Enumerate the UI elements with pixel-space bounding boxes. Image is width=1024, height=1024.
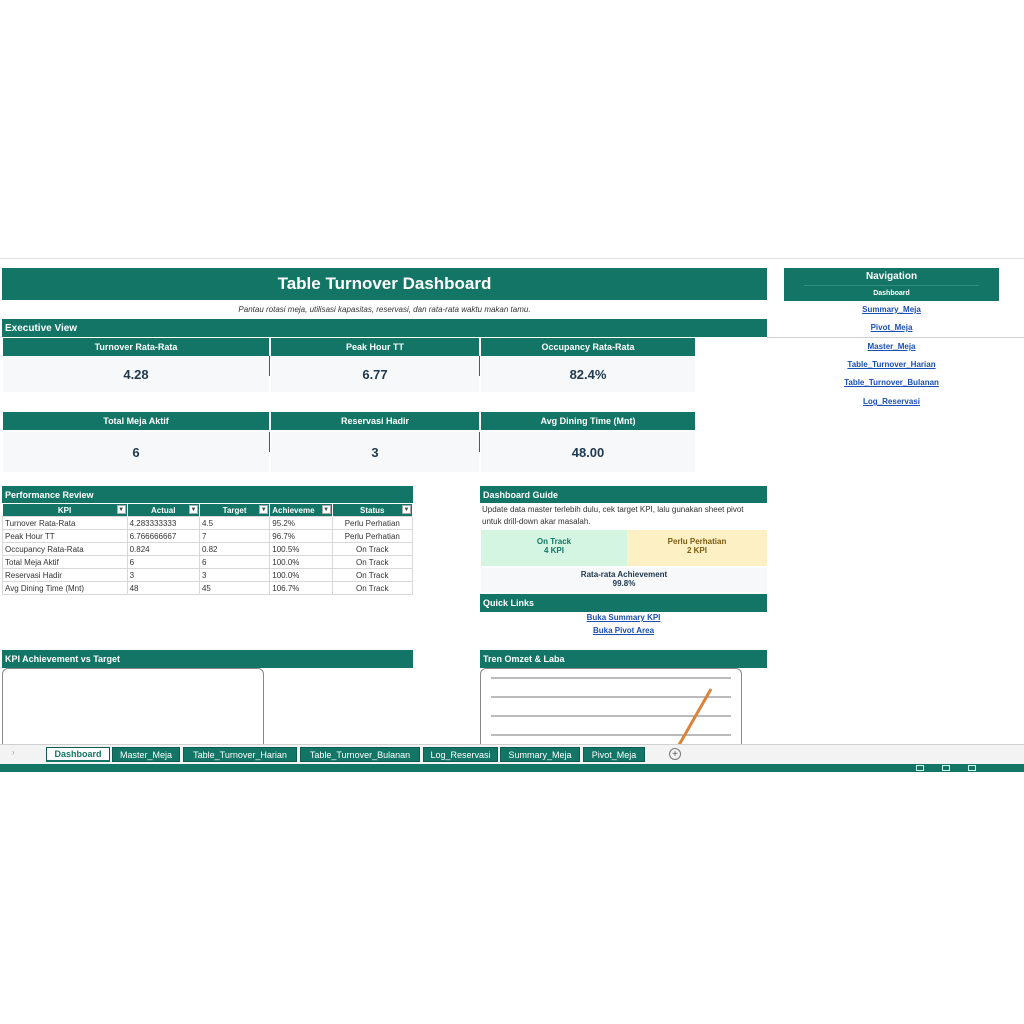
page-title: Table Turnover Dashboard	[2, 268, 767, 300]
kpi-value-turnover: 4.28	[3, 356, 269, 392]
perlu-perhatian-count: 2 KPI	[686, 546, 707, 555]
on-track-label: On Track	[536, 537, 572, 546]
quick-links-header: Quick Links	[480, 594, 767, 612]
column-header-target: Target ▼	[199, 504, 269, 517]
kpi-value-peak-hour: 6.77	[271, 356, 479, 392]
cell-achievement[interactable]: 106.7%	[270, 582, 332, 595]
tab-turnover-bulanan[interactable]: Table_Turnover_Bulanan	[300, 747, 420, 762]
cell-target[interactable]: 45	[199, 582, 269, 595]
cell-achievement[interactable]: 96.7%	[270, 530, 332, 543]
kpi-label-dining-time: Avg Dining Time (Mnt)	[481, 412, 695, 430]
kpi-value-occupancy: 82.4%	[481, 356, 695, 392]
cell-kpi[interactable]: Turnover Rata-Rata	[3, 517, 128, 530]
cell-status[interactable]: On Track	[332, 569, 412, 582]
cell-status[interactable]: On Track	[332, 556, 412, 569]
tab-log-reservasi[interactable]: Log_Reservasi	[423, 747, 498, 762]
navigation-current[interactable]: Dashboard	[804, 285, 979, 300]
performance-review-table	[2, 504, 413, 595]
cell-kpi[interactable]: Peak Hour TT	[3, 530, 128, 543]
cell-target[interactable]: 4.5	[199, 517, 269, 530]
perlu-perhatian-card	[627, 530, 767, 566]
kpi-label-turnover: Turnover Rata-Rata	[3, 338, 269, 356]
kpi-value-reservasi: 3	[271, 432, 479, 472]
avg-achievement-card	[481, 568, 767, 592]
gridline	[767, 337, 1024, 338]
on-track-count: 4 KPI	[543, 546, 564, 555]
column-header-achievement: Achieveme ▼	[270, 504, 332, 517]
kpi-divider	[269, 432, 270, 452]
cell-status[interactable]: On Track	[332, 582, 412, 595]
dashboard-guide-header: Dashboard Guide	[480, 486, 767, 503]
table-row[interactable]	[3, 556, 413, 569]
kpi-label-occupancy: Occupancy Rata-Rata	[481, 338, 695, 356]
kpi-value-total-meja: 6	[3, 432, 269, 472]
filter-dropdown-icon[interactable]: ▼	[403, 506, 410, 513]
table-row[interactable]	[3, 517, 413, 530]
tab-turnover-harian[interactable]: Table_Turnover_Harian	[183, 747, 297, 762]
table-row[interactable]	[3, 543, 413, 556]
kpi-label-total-meja: Total Meja Aktif	[3, 412, 269, 430]
tren-omzet-chart-header: Tren Omzet & Laba	[480, 650, 767, 668]
perlu-perhatian-label: Perlu Perhatian	[667, 537, 727, 546]
normal-view-icon[interactable]	[916, 765, 924, 771]
quick-link-pivot-area[interactable]: Buka Pivot Area	[592, 626, 655, 635]
column-header-kpi: KPI ▼	[3, 504, 128, 517]
add-sheet-icon[interactable]: +	[669, 748, 681, 760]
executive-view-header: Executive View	[2, 319, 767, 337]
cell-achievement[interactable]: 100.5%	[270, 543, 332, 556]
tab-dashboard[interactable]: Dashboard	[46, 747, 110, 762]
avg-achievement-label: Rata-rata Achievement	[580, 570, 668, 579]
cell-actual[interactable]: 48	[127, 582, 199, 595]
kpi-divider	[269, 356, 270, 376]
navigation-panel	[784, 268, 999, 301]
kpi-divider	[479, 356, 480, 376]
avg-achievement-value: 99.8%	[612, 579, 636, 588]
cell-target[interactable]: 7	[199, 530, 269, 543]
nav-link-turnover-bulanan[interactable]: Table_Turnover_Bulanan	[844, 378, 939, 387]
spreadsheet-area[interactable]	[0, 250, 1024, 772]
cell-status[interactable]: Perlu Perhatian	[332, 530, 412, 543]
cell-kpi[interactable]: Occupancy Rata-Rata	[3, 543, 128, 556]
column-header-actual: Actual ▼	[127, 504, 199, 517]
cell-target[interactable]: 6	[199, 556, 269, 569]
kpi-divider	[479, 432, 480, 452]
cell-target[interactable]: 3	[199, 569, 269, 582]
dashboard-guide-text: Update data master terlebih dulu, cek target KPI, lalu gunakan sheet pivot untuk drill-down akar masalah.	[482, 505, 744, 526]
cell-status[interactable]: Perlu Perhatian	[332, 517, 412, 530]
cell-actual[interactable]: 6	[127, 556, 199, 569]
tab-pivot-meja[interactable]: Pivot_Meja	[583, 747, 645, 762]
on-track-card	[481, 530, 627, 566]
filter-dropdown-icon[interactable]: ▼	[323, 506, 330, 513]
cell-achievement[interactable]: 95.2%	[270, 517, 332, 530]
cell-achievement[interactable]: 100.0%	[270, 556, 332, 569]
kpi-label-peak-hour: Peak Hour TT	[271, 338, 479, 356]
navigation-title: Navigation	[865, 271, 918, 282]
cell-kpi[interactable]: Total Meja Aktif	[3, 556, 128, 569]
table-row[interactable]	[3, 530, 413, 543]
kpi-achievement-chart-header: KPI Achievement vs Target	[2, 650, 413, 668]
performance-review-header: Performance Review	[2, 486, 413, 503]
cell-kpi[interactable]: Avg Dining Time (Mnt)	[3, 582, 128, 595]
filter-dropdown-icon[interactable]: ▼	[190, 506, 197, 513]
page-subtitle: Pantau rotasi meja, utilisasi kapasitas, reservasi, dan rata-rata waktu makan tamu.	[238, 304, 531, 314]
cell-actual[interactable]: 6.766666667	[127, 530, 199, 543]
nav-link-turnover-harian[interactable]: Table_Turnover_Harian	[847, 360, 936, 369]
cell-actual[interactable]: 0.824	[127, 543, 199, 556]
nav-link-pivot-meja[interactable]: Pivot_Meja	[870, 323, 913, 332]
nav-link-log-reservasi[interactable]: Log_Reservasi	[863, 397, 920, 406]
column-header-status: Status ▼	[332, 504, 412, 517]
kpi-label-reservasi: Reservasi Hadir	[271, 412, 479, 430]
tab-master-meja[interactable]: Master_Meja	[112, 747, 180, 762]
filter-dropdown-icon[interactable]: ▼	[260, 506, 267, 513]
cell-kpi[interactable]: Reservasi Hadir	[3, 569, 128, 582]
cell-actual[interactable]: 4.283333333	[127, 517, 199, 530]
cell-achievement[interactable]: 100.0%	[270, 569, 332, 582]
page-break-view-icon[interactable]	[968, 765, 976, 771]
table-header-row	[3, 504, 413, 517]
cell-actual[interactable]: 3	[127, 569, 199, 582]
filter-dropdown-icon[interactable]: ▼	[118, 506, 125, 513]
sheet-tab-bar	[0, 744, 1024, 765]
tab-summary-meja[interactable]: Summary_Meja	[500, 747, 580, 762]
cell-target[interactable]: 0.82	[199, 543, 269, 556]
column-ruler	[0, 250, 1024, 259]
cell-status[interactable]: On Track	[332, 543, 412, 556]
kpi-value-dining-time: 48.00	[481, 432, 695, 472]
status-bar	[0, 764, 1024, 772]
nav-link-master-meja[interactable]: Master_Meja	[867, 342, 916, 351]
table-row[interactable]	[3, 569, 413, 582]
quick-link-summary-kpi[interactable]: Buka Summary KPI	[586, 613, 661, 622]
nav-link-summary-meja[interactable]: Summary_Meja	[862, 305, 921, 314]
table-row[interactable]	[3, 582, 413, 595]
tab-scroll-left-icon[interactable]: ›	[12, 748, 15, 757]
page-layout-icon[interactable]	[942, 765, 950, 771]
